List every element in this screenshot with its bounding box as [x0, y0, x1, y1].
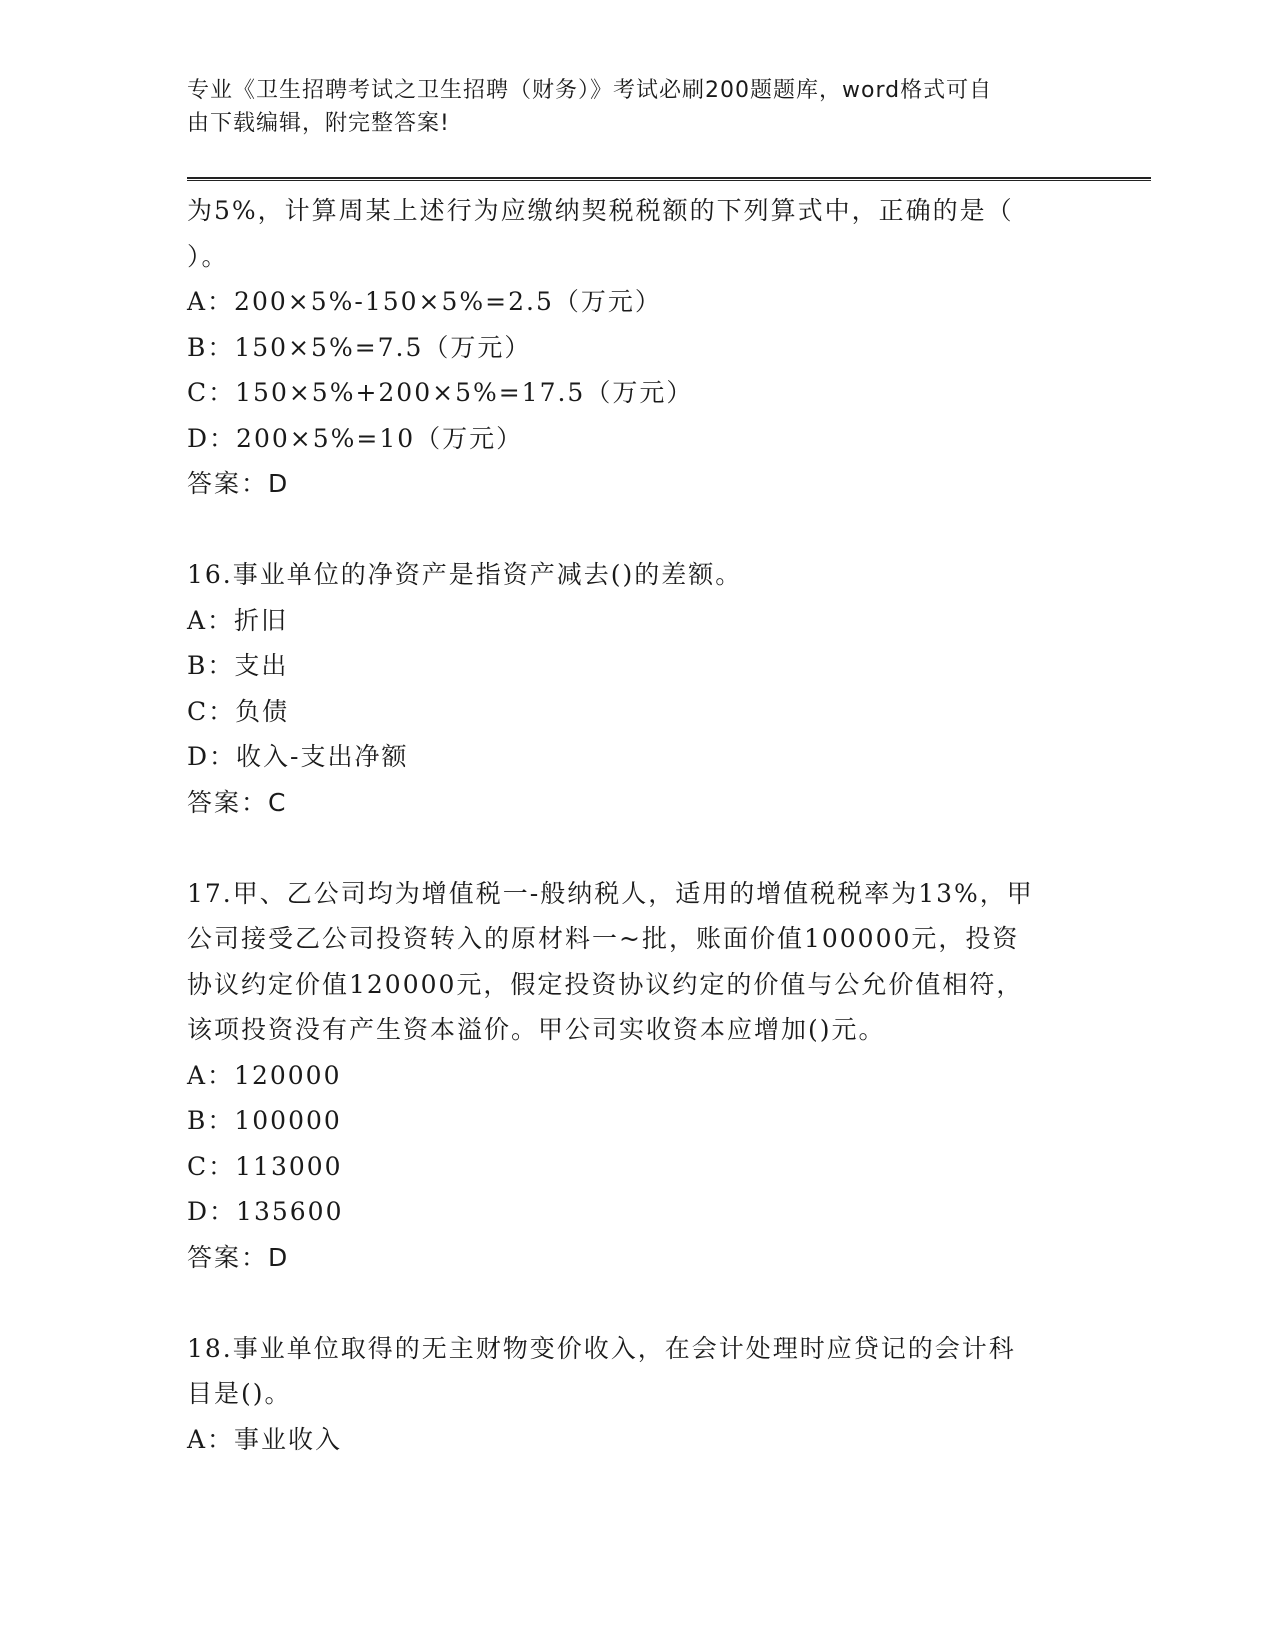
document-body: [187, 188, 1087, 1462]
question-stem-line: 17.甲、乙公司均为增值税一-般纳税人，适用的增值税税率为13%，甲: [187, 878, 1034, 908]
answer-line: 答案：D: [187, 469, 290, 498]
question-18: [187, 1326, 1087, 1463]
option-d: D：135600: [187, 1197, 344, 1226]
option-c: C：150×5%+200×5%=17.5（万元）: [187, 378, 694, 407]
option-a: A：事业收入: [187, 1424, 343, 1454]
question-stem-line: 该项投资没有产生资本溢价。甲公司实收资本应增加()元。: [187, 1015, 886, 1044]
spacer: [187, 1280, 1087, 1326]
header-title-line-1: 专业《卫生招聘考试之卫生招聘（财务）》考试必刷200题题库，word格式可自: [187, 78, 993, 103]
question-15: [187, 188, 1087, 507]
option-d: D：200×5%=10（万元）: [187, 423, 524, 453]
option-a: A：折旧: [187, 605, 289, 635]
option-a: A：200×5%-150×5%=2.5（万元）: [187, 287, 662, 316]
option-b: B：支出: [187, 651, 289, 680]
question-stem-line: 18.事业单位取得的无主财物变价收入，在会计处理时应贷记的会计科: [187, 1333, 1016, 1363]
document-header: [187, 74, 1067, 140]
question-stem-line: ）。: [187, 241, 229, 271]
question-16: [187, 552, 1087, 825]
spacer: [187, 507, 1087, 553]
answer-line: 答案：C: [187, 787, 288, 817]
answer-line: 答案：D: [187, 1242, 290, 1272]
header-divider: [187, 177, 1151, 181]
question-stem-line: 16.事业单位的净资产是指资产减去()的差额。: [187, 560, 743, 589]
question-stem-line: 协议约定价值120000元，假定投资协议约定的价值与公允价值相符，: [187, 969, 1024, 999]
question-stem-line: 目是()。: [187, 1379, 292, 1408]
header-title-line-2: 由下载编辑，附完整答案!: [187, 111, 450, 136]
question-stem-line: 为5%，计算周某上述行为应缴纳契税税额的下列算式中，正确的是（: [187, 196, 1014, 225]
option-c: C：负债: [187, 696, 290, 726]
question-stem-line: 公司接受乙公司投资转入的原材料一~批，账面价值100000元，投资: [187, 924, 1020, 953]
spacer: [187, 825, 1087, 871]
option-b: B：100000: [187, 1106, 342, 1135]
option-c: C：113000: [187, 1151, 343, 1181]
question-17: [187, 871, 1087, 1281]
option-d: D：收入-支出净额: [187, 742, 409, 771]
option-a: A：120000: [187, 1060, 342, 1090]
option-b: B：150×5%=7.5（万元）: [187, 332, 532, 362]
